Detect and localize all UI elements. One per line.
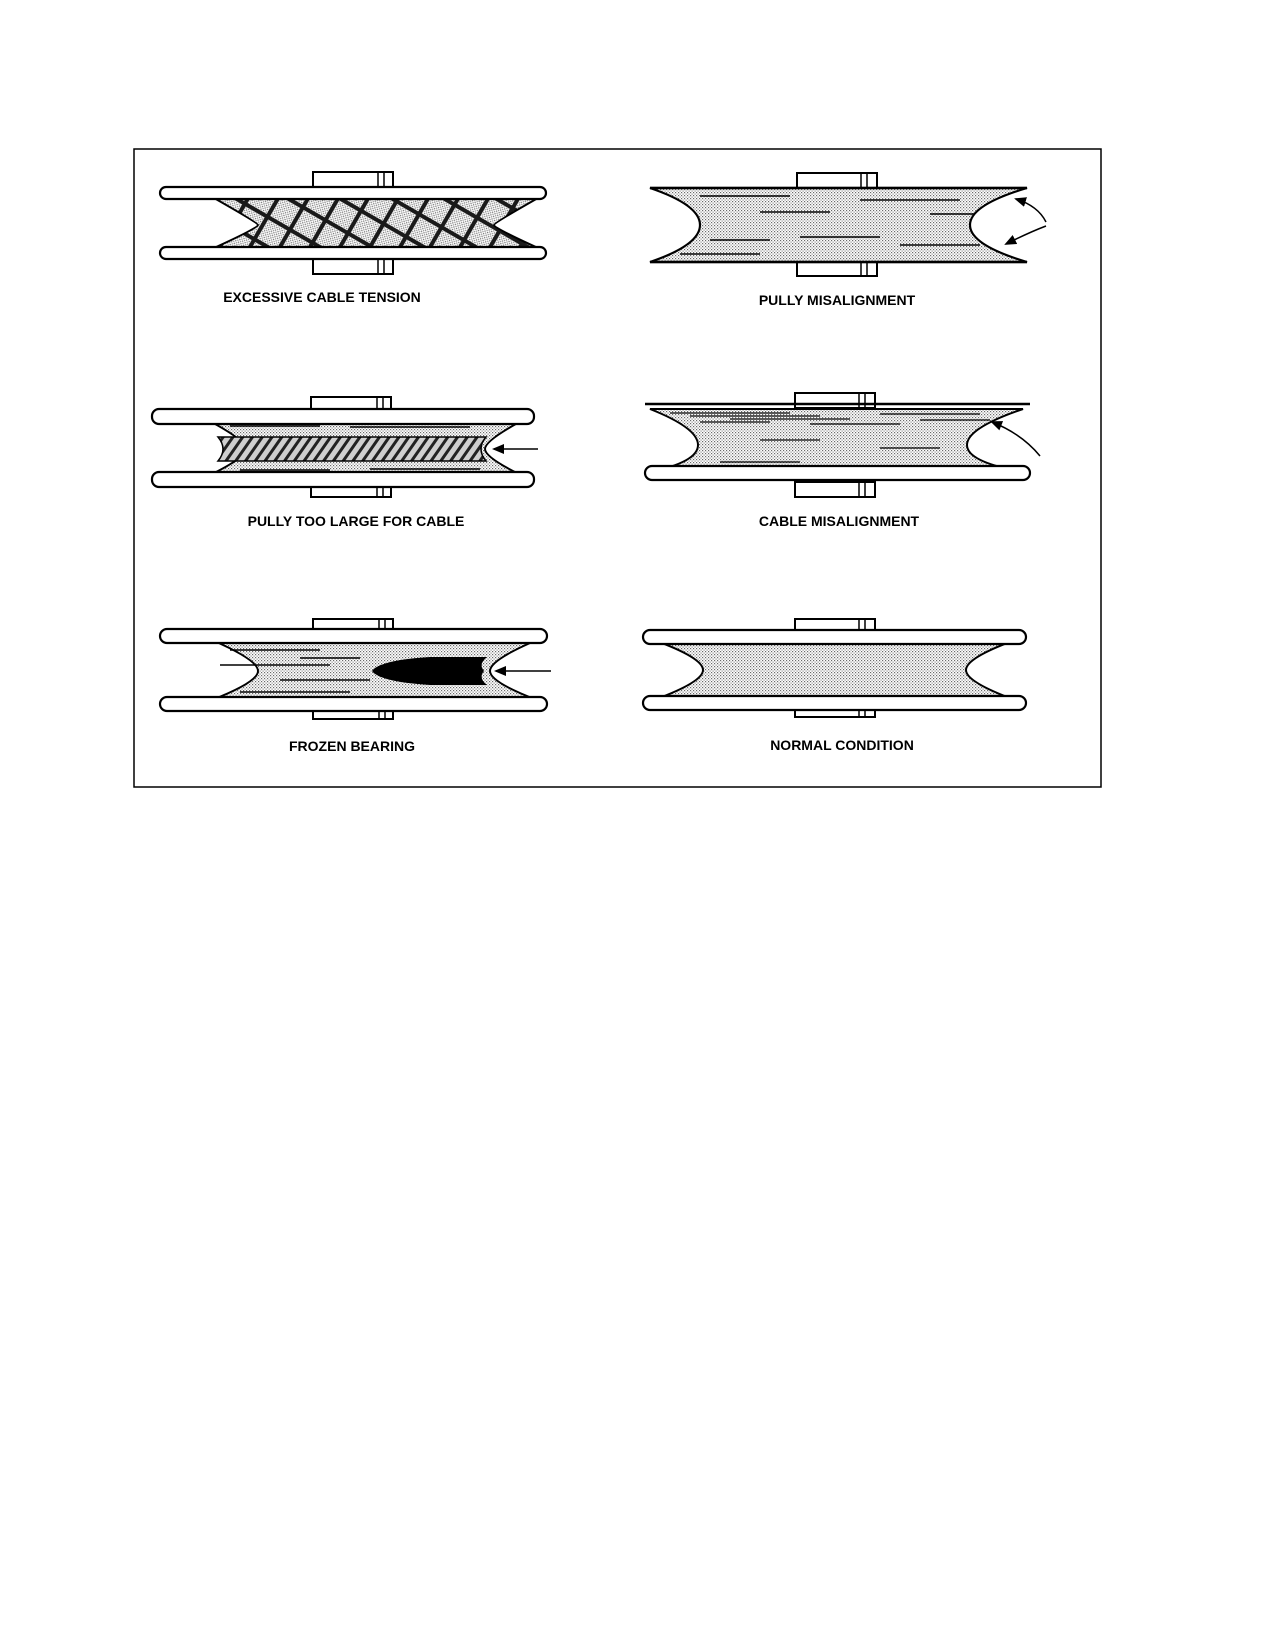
panel-cable-misalignment (645, 393, 1040, 529)
pulley-normal-condition (643, 619, 1026, 717)
pulley-cable-misalignment (645, 393, 1030, 497)
wear-arrow (992, 422, 1040, 456)
pulley-frozen-bearing (160, 619, 547, 719)
pulley-pully-misalignment (650, 173, 1027, 276)
pulley-pully-too-large (152, 397, 534, 497)
panel-label-normal-condition: NORMAL CONDITION (770, 737, 914, 753)
panel-label-excessive-cable-tension: EXCESSIVE CABLE TENSION (223, 289, 421, 305)
wear-arrow-lower (1006, 226, 1046, 244)
panel-excessive-cable-tension (160, 172, 546, 305)
panel-normal-condition (643, 619, 1026, 753)
pulley-excessive-cable-tension (160, 172, 546, 274)
wear-arrow-upper (1016, 199, 1046, 222)
panel-label-cable-misalignment: CABLE MISALIGNMENT (758, 513, 920, 529)
panel-frozen-bearing (160, 619, 551, 754)
panel-label-frozen-bearing: FROZEN BEARING (289, 738, 415, 754)
panel-pully-misalignment (650, 173, 1046, 308)
panel-pully-too-large (152, 397, 538, 529)
panel-label-pully-too-large: PULLY TOO LARGE FOR CABLE (247, 513, 465, 529)
panel-label-pully-misalignment: PULLY MISALIGNMENT (758, 292, 916, 308)
